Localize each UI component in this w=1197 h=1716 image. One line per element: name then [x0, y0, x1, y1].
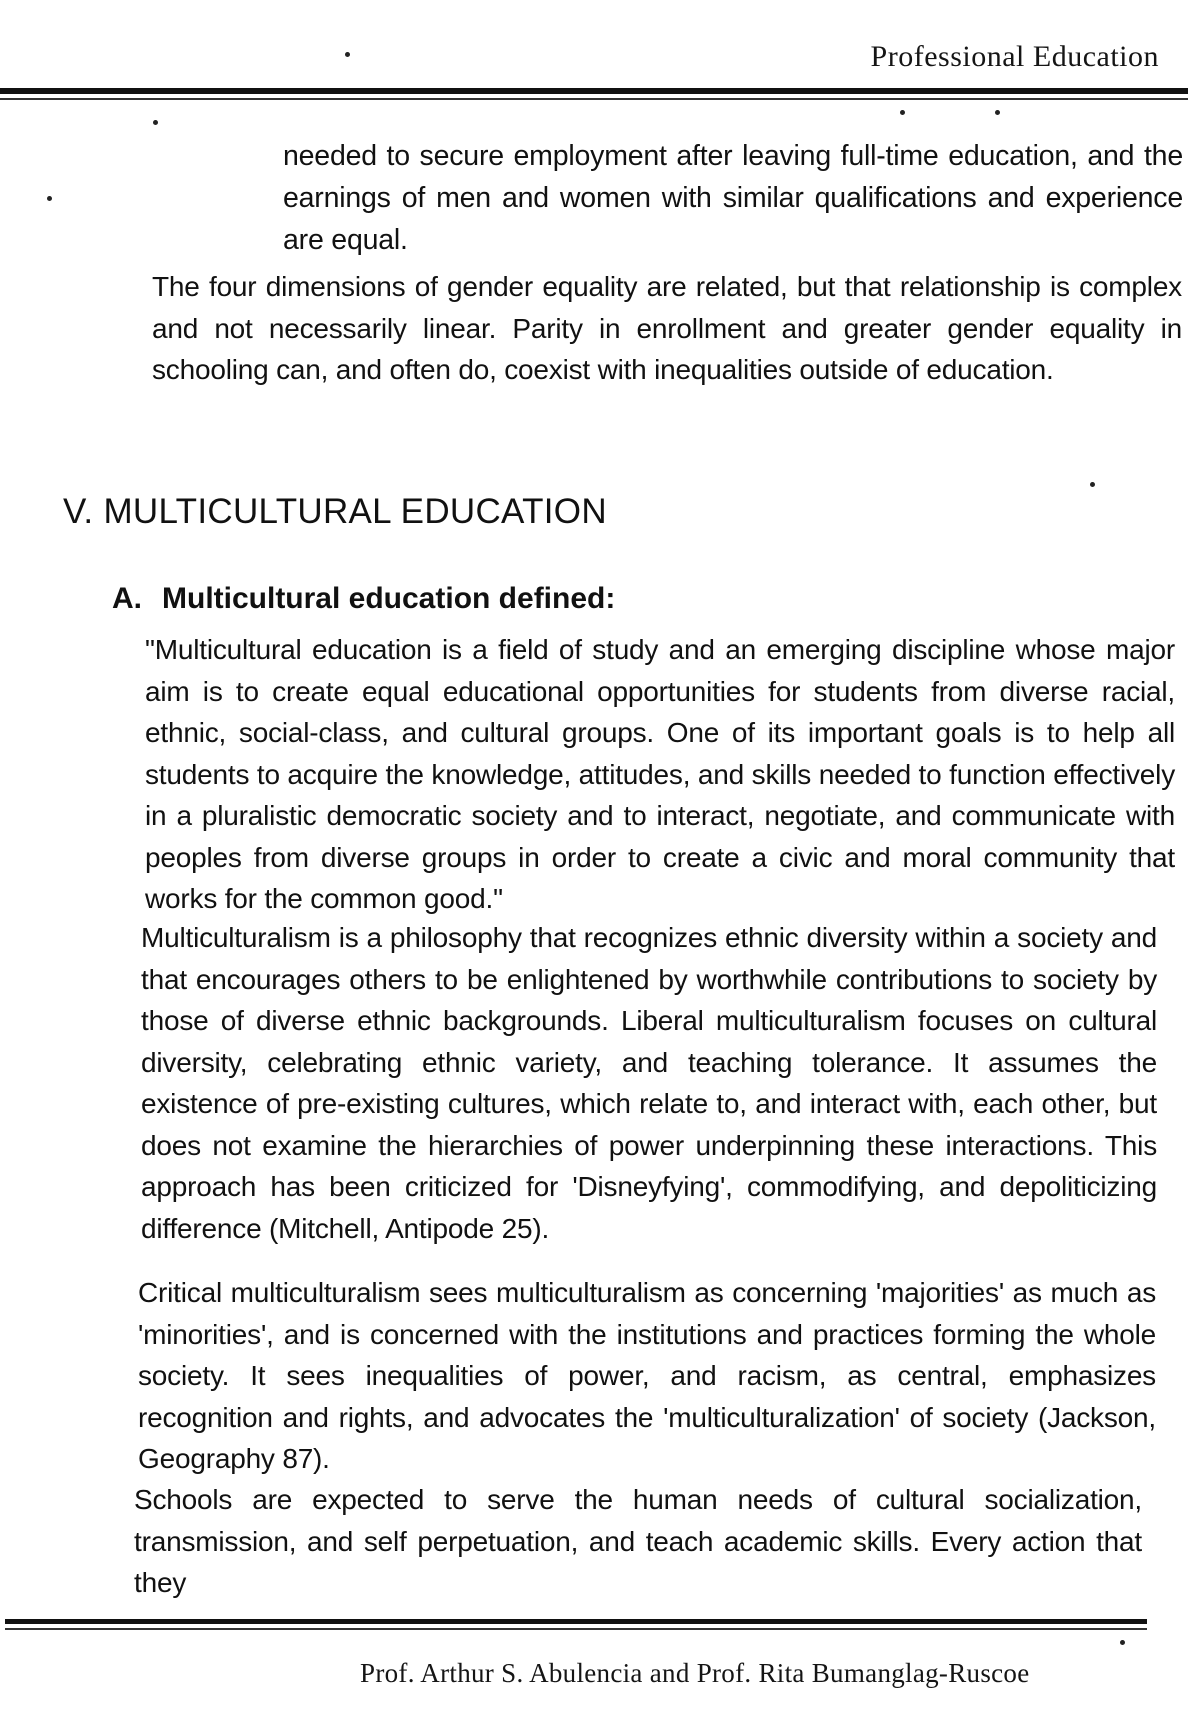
running-footer: Prof. Arthur S. Abulencia and Prof. Rita Bumanglag-Ruscoe	[360, 1658, 1030, 1688]
scan-speck	[153, 120, 158, 125]
footer-rule-thin	[5, 1628, 1147, 1630]
gender-equality-paragraph: The four dimensions of gender equality are related, but that relationship is complex and not necessarily linear. Parity in enrollment and greater gender equality in schooling can, and often do, coexist with inequalities outside of education.	[152, 271, 1182, 385]
paragraph: "Multicultural education is a field of study and an emerging discipline whose major aim is to create equal educational opportunities for students from diverse racial, ethnic, social-class, and cultural groups. One of its important goals is to help all students to acquire the knowledge, attitudes, and skills needed to function effectively in a pluralistic democratic society and to interact, negotiate, and communicate with peoples from diverse groups in order to create a civic and moral community that works for the common good."	[145, 634, 1175, 914]
header-rule	[0, 88, 1188, 94]
subsection-letter: A.	[112, 582, 142, 615]
scan-speck	[900, 110, 905, 115]
definition-quote	[145, 629, 1175, 920]
scan-speck	[1120, 1640, 1125, 1645]
subsection-title: Multicultural education defined:	[162, 582, 616, 615]
section-heading: V. MULTICULTURAL EDUCATION	[63, 492, 607, 531]
paragraph: Multiculturalism is a philosophy that recognizes ethnic diversity within a society and that encourages others to be enlightened by worthwhile contributions to society by those of diverse ethnic backgrounds. Liberal multiculturalism focuses on cultural diversity, celebrating ethnic variety, and teaching tolerance. It assumes the existence of pre-existing cultures, which relate to, and interact with, each other, but does not examine the hierarchies of power underpinning these interactions. This approach has been criticized for 'Disneyfying', commodifying, and depoliticizing difference (Mitchell, Antipode 25).	[141, 922, 1157, 1244]
subsection-heading	[112, 582, 615, 616]
scan-speck	[995, 110, 1000, 115]
paragraph: Schools are expected to serve the human needs of cultural socialization, transmission, and self perpetuation, and teach academic skills. Every action that they	[134, 1484, 1142, 1598]
running-header: Professional Education	[870, 40, 1159, 73]
scan-speck	[1090, 482, 1095, 487]
critical-multiculturalism-paragraph	[138, 1272, 1156, 1480]
header-rule-thin	[0, 98, 1188, 100]
continued-list-item: needed to secure employment after leaving full-time education, and the earnings of men and women with similar qualifications and experience are equal.	[283, 140, 1183, 256]
footer-rule	[5, 1619, 1147, 1624]
scan-speck	[345, 52, 350, 57]
schools-paragraph	[134, 1479, 1142, 1604]
paragraph: Critical multiculturalism sees multiculturalism as concerning 'majorities' as much as 'minorities', and is concerned with the institutions and practices forming the whole society. It sees inequalities of power, and racism, as central, emphasizes recognition and rights, and advocates the 'multiculturalization' of society (Jackson, Geography 87).	[138, 1277, 1156, 1474]
liberal-multiculturalism-paragraph	[141, 917, 1157, 1249]
scan-speck	[47, 196, 52, 201]
